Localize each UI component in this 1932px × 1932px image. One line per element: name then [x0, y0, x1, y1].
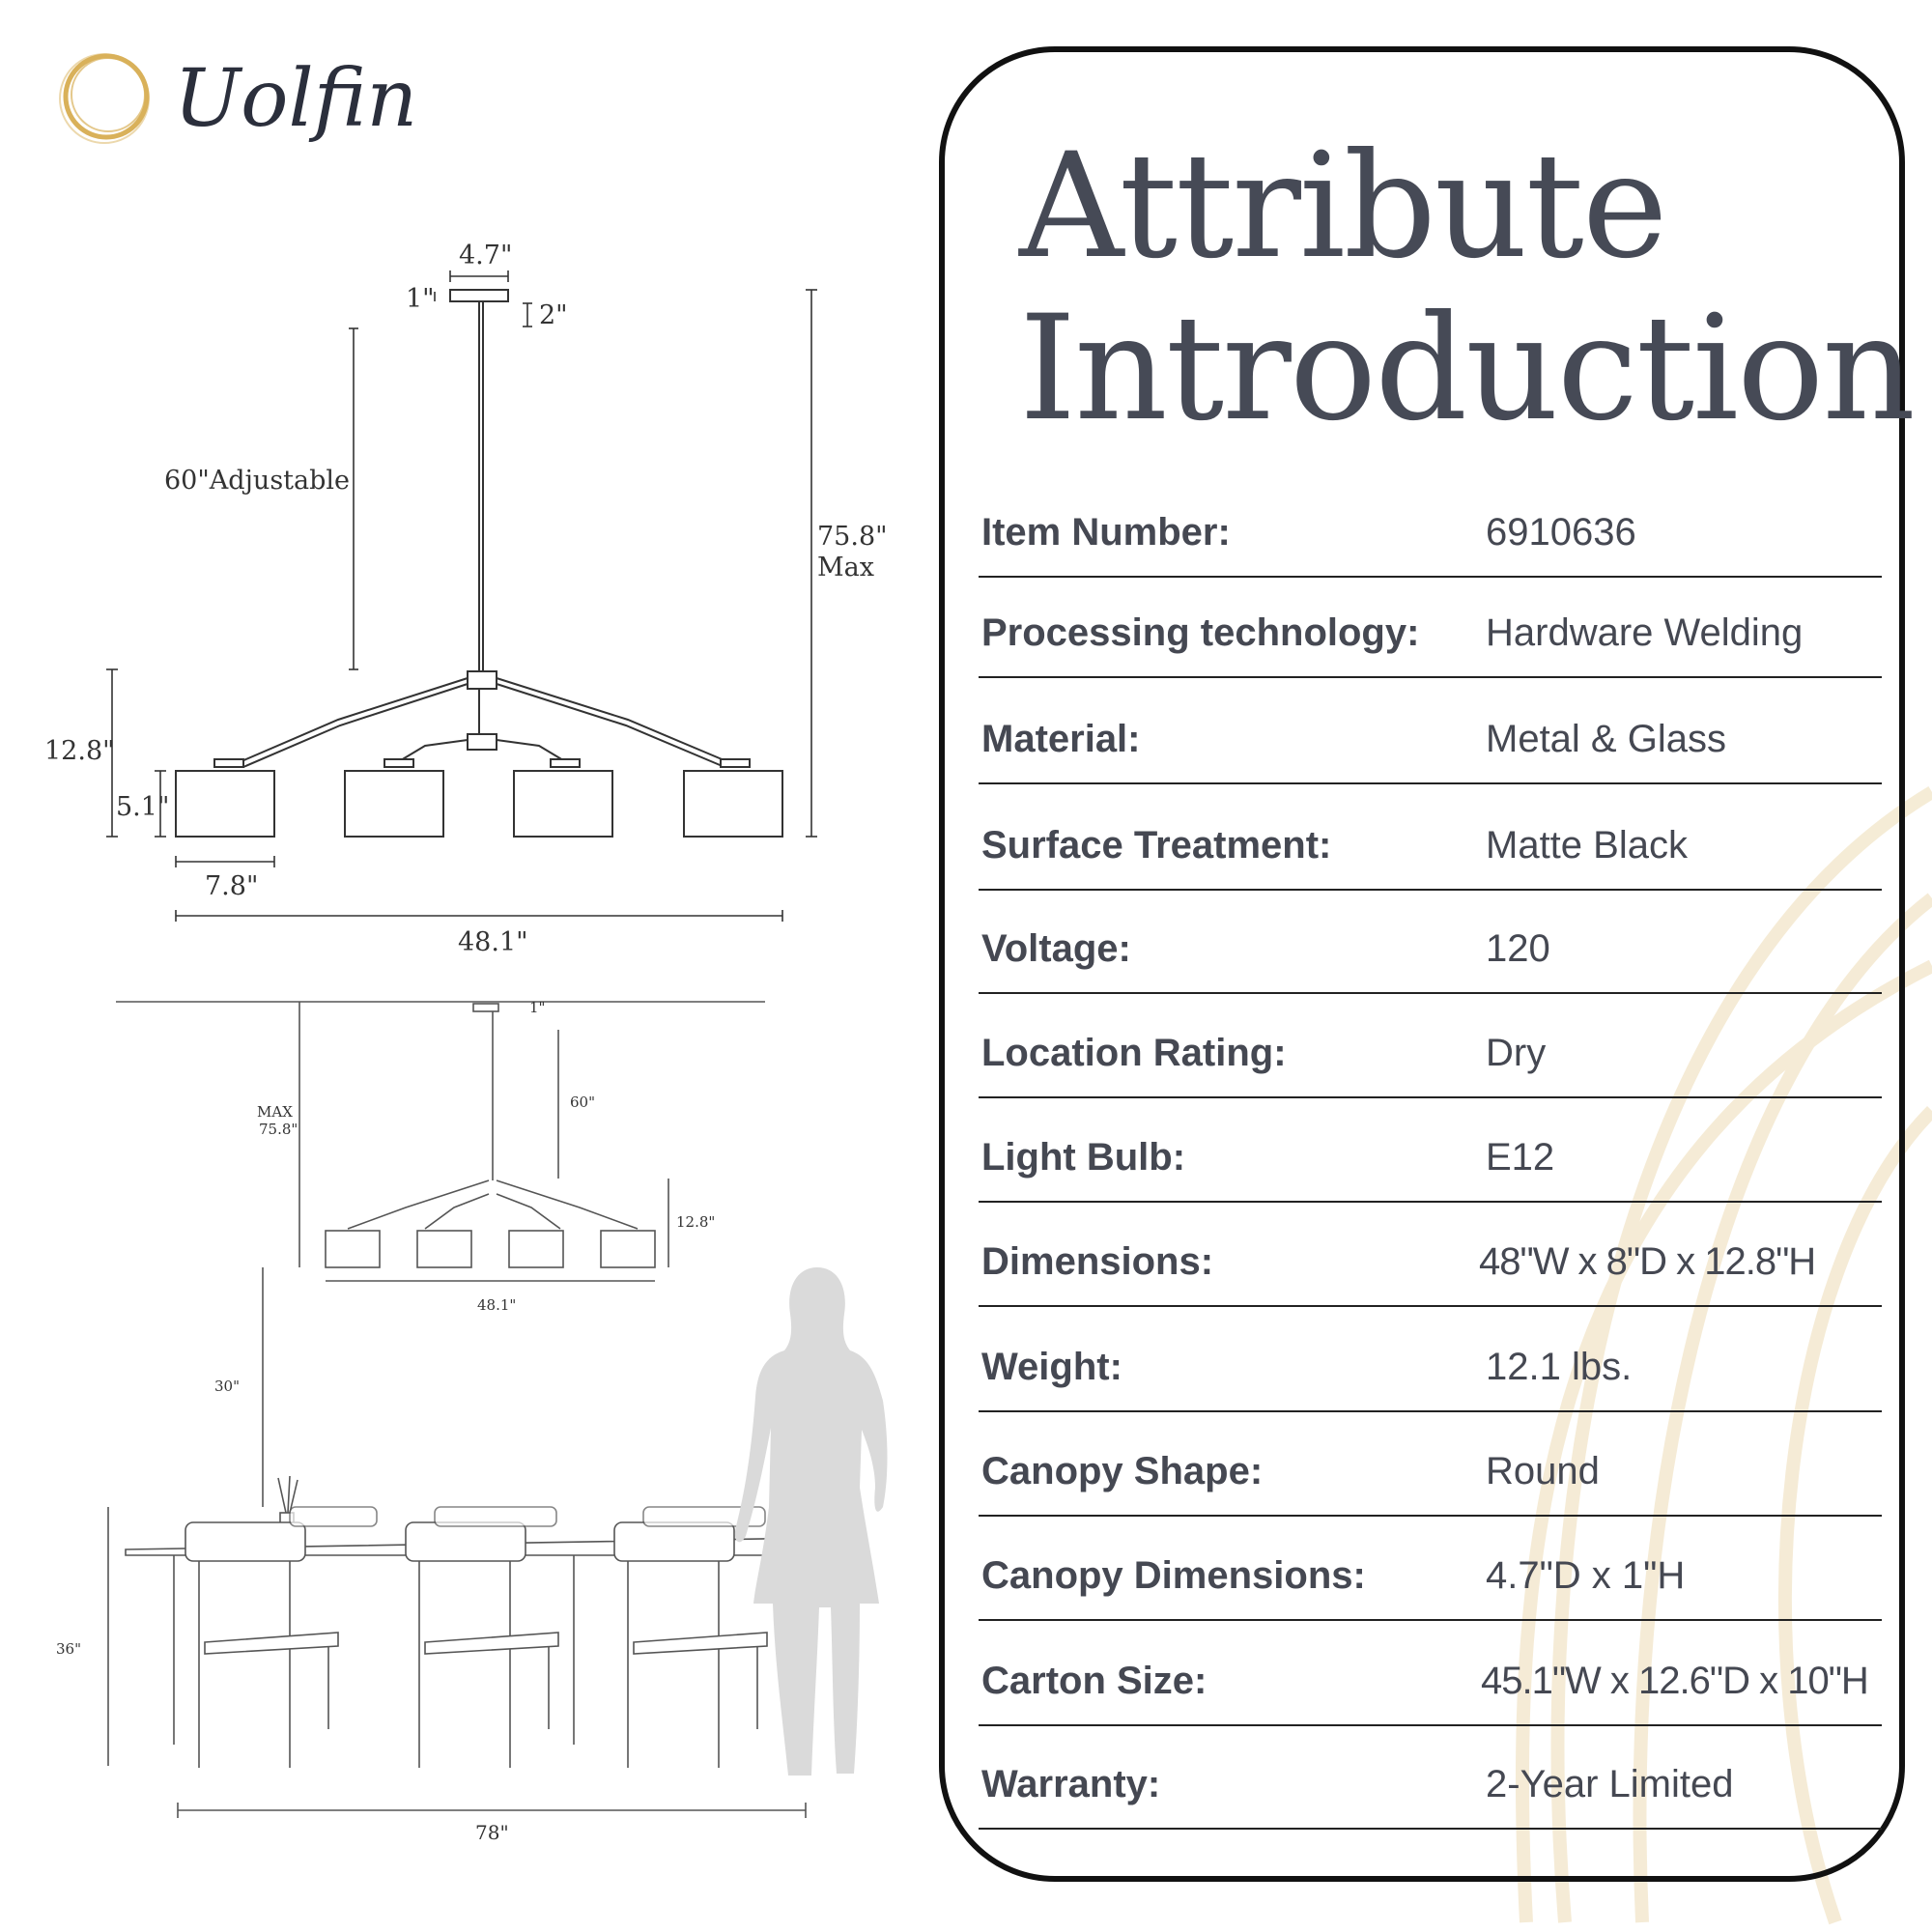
attribute-value: 4.7"D x 1"H — [1486, 1554, 1686, 1597]
chandelier-front-view — [176, 290, 782, 837]
top-dimension-labels — [44, 241, 888, 957]
attribute-row — [979, 1410, 1882, 1517]
canopy-height-label: 1" — [406, 284, 435, 314]
attribute-value: Metal & Glass — [1486, 718, 1726, 760]
attribute-label: Location Rating: — [981, 1032, 1287, 1074]
attribute-label: Canopy Shape: — [981, 1450, 1264, 1492]
attribute-value: 6910636 — [1486, 511, 1636, 554]
bottom-rod-label: 60" — [570, 1094, 595, 1111]
attribute-row — [979, 502, 1882, 578]
attribute-value: 2-Year Limited — [1486, 1763, 1734, 1805]
brand-logo: Uolfin — [174, 53, 418, 145]
attribute-row — [979, 1515, 1882, 1621]
attribute-label: Canopy Dimensions: — [981, 1554, 1366, 1597]
attribute-value: Round — [1486, 1450, 1600, 1492]
attribute-label: Warranty: — [981, 1763, 1161, 1805]
canopy-width-label: 4.7" — [459, 241, 513, 270]
attribute-label: Surface Treatment: — [981, 824, 1332, 867]
bottom-body-label: 12.8" — [676, 1213, 716, 1231]
attribute-row — [979, 1096, 1882, 1203]
max-label: Max — [817, 553, 874, 582]
table-length-label: 78" — [475, 1821, 509, 1844]
total-width-label: 48.1" — [458, 927, 528, 957]
attribute-row — [979, 580, 1882, 678]
attribute-label: Weight: — [981, 1346, 1122, 1388]
bottom-canopy-label: 1" — [529, 999, 546, 1016]
attribute-label: Light Bulb: — [981, 1136, 1186, 1179]
shade-height-label: 5.1" — [116, 792, 170, 822]
attribute-label: Dimensions: — [981, 1240, 1214, 1283]
attribute-label: Carton Size: — [981, 1660, 1208, 1702]
attribute-value: 12.1 lbs. — [1486, 1346, 1633, 1388]
canopy-depth-label: 2" — [539, 300, 568, 330]
attribute-value: 45.1"W x 12.6"D x 10"H — [1481, 1660, 1868, 1702]
attribute-row — [979, 1305, 1882, 1412]
attribute-row — [979, 1619, 1882, 1726]
logo-ring-icon — [60, 54, 149, 143]
bottom-width-label: 48.1" — [477, 1296, 517, 1314]
attribute-row — [979, 782, 1882, 891]
attribute-value: 48"W x 8"D x 12.8"H — [1479, 1240, 1816, 1283]
attribute-row — [979, 1201, 1882, 1307]
attribute-label: Voltage: — [981, 927, 1131, 970]
table-height-label: 36" — [56, 1640, 81, 1658]
attribute-value: Dry — [1486, 1032, 1547, 1074]
attribute-value: Hardware Welding — [1486, 611, 1804, 654]
title-line-1: Attribute — [1019, 123, 1666, 291]
bottom-max-value: 75.8" — [259, 1121, 298, 1138]
attribute-row — [979, 992, 1882, 1098]
attribute-label: Material: — [981, 718, 1141, 760]
attribute-label: Processing technology: — [981, 611, 1420, 654]
attribute-row — [979, 676, 1882, 784]
chair — [614, 1522, 767, 1768]
attribute-label: Item Number: — [981, 511, 1231, 554]
chair — [406, 1522, 558, 1768]
clearance-label: 30" — [214, 1378, 240, 1395]
attribute-value: 120 — [1486, 927, 1550, 970]
bottom-max-label: MAX — [257, 1103, 293, 1121]
title-line-2: Introduction — [1019, 285, 1914, 453]
chair — [185, 1522, 338, 1768]
rod-length-label: 60"Adjustable — [164, 466, 351, 496]
attribute-row — [979, 889, 1882, 994]
attribute-row — [979, 1724, 1882, 1830]
body-height-label: 12.8" — [44, 736, 115, 766]
room-dimension-labels — [56, 999, 715, 1844]
room-scale-view — [108, 1002, 821, 1818]
page-title — [1019, 123, 1914, 453]
max-height-label: 75.8" — [817, 522, 888, 552]
shade-width-label: 7.8" — [205, 871, 259, 901]
attribute-value: E12 — [1486, 1136, 1555, 1179]
attribute-value: Matte Black — [1486, 824, 1688, 867]
